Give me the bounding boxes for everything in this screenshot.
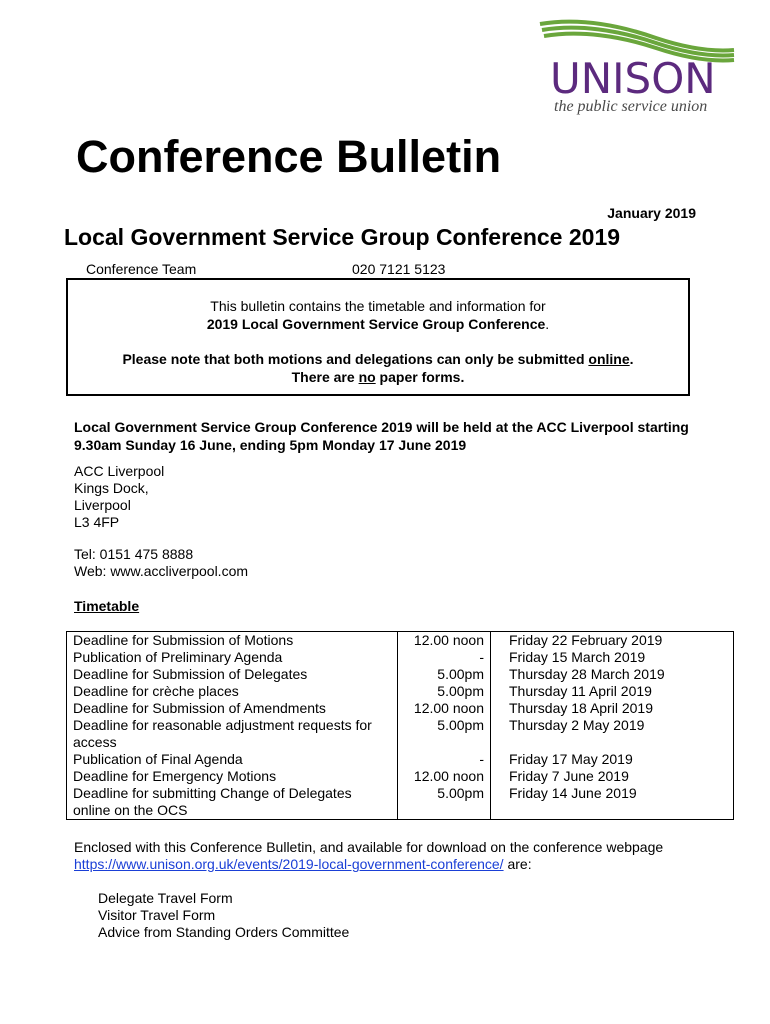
notice-online: online [588,351,630,367]
address-line: L3 4FP [74,514,120,530]
table-row [67,649,734,666]
bulletin-date: January 2019 [607,205,696,221]
list-item: Advice from Standing Orders Committee [98,924,350,940]
notice-line-4-b: paper forms. [375,369,465,385]
timetable-date: Friday 7 June 2019 [509,768,629,784]
timetable-heading: Timetable [74,598,140,614]
timetable-date: Friday 15 March 2019 [509,649,646,665]
timetable-time: 12.00 noon [398,768,491,785]
notice-line-3 [68,350,688,368]
table-row [67,768,734,785]
timetable-item: Publication of Preliminary Agenda [67,649,398,666]
table-row [67,785,734,820]
notice-line-3-b: . [629,351,634,367]
venue-web: Web: www.accliverpool.com [74,563,249,579]
timetable-date: Friday 14 June 2019 [509,785,637,801]
table-row [67,683,734,700]
timetable-time: 5.00pm [398,785,491,820]
enclosed-forms-list [98,890,349,941]
timetable-item: Deadline for Emergency Motions [67,768,398,785]
enclosed-text [74,839,714,873]
unison-logo [536,16,742,116]
address-line: Liverpool [74,497,131,513]
timetable-time: 5.00pm [398,683,491,700]
notice-no: no [358,369,376,385]
notice-box [66,278,690,396]
list-item: Delegate Travel Form [98,890,233,906]
timetable-item: Deadline for crèche places [67,683,398,700]
timetable-item: Deadline for Submission of Motions [67,632,398,650]
list-item: Visitor Travel Form [98,907,216,923]
timetable-item: Publication of Final Agenda [67,751,398,768]
notice-line-4 [68,368,688,386]
enclosed-text-a: Enclosed with this Conference Bulletin, and available for download on the conference webpage [74,839,664,855]
timetable-time: 5.00pm [398,666,491,683]
table-row [67,666,734,683]
enclosed-text-b: are: [503,856,532,872]
timetable-time: 12.00 noon [398,700,491,717]
timetable-date: Thursday 18 April 2019 [509,700,653,716]
timetable-date: Friday 22 February 2019 [509,632,663,648]
logo-tagline: the public service union [554,98,708,115]
timetable-time: - [398,649,491,666]
venue-held-text: Local Government Service Group Conference 2019 will be held at the ACC Liverpool starting 9.30am Sunday 16 June, ending 5pm Monday 17 June 2019 [74,419,689,453]
venue-tel: Tel: 0151 475 8888 [74,546,194,562]
conference-webpage-link[interactable]: https://www.unison.org.uk/events/2019-local-government-conference/ [74,856,504,872]
conference-team-label: Conference Team [86,261,197,277]
venue-contact [74,546,248,580]
conference-team-phone: 020 7121 5123 [352,261,446,277]
timetable-date: Thursday 2 May 2019 [509,717,645,733]
table-row [67,700,734,717]
notice-line-2-end: . [545,316,550,332]
notice-line-4-a: There are [291,369,359,385]
timetable-item: Deadline for Submission of Amendments [67,700,398,717]
venue-address [74,463,164,531]
timetable-time: 12.00 noon [398,632,491,650]
notice-conference-name: 2019 Local Government Service Group Conference [206,316,546,332]
timetable-item: Deadline for reasonable adjustment requests for access [67,717,398,751]
address-line: Kings Dock, [74,480,149,496]
timetable-date: Thursday 11 April 2019 [509,683,652,699]
table-row [67,717,734,751]
timetable-item: Deadline for Submission of Delegates [67,666,398,683]
page-title: Conference Bulletin [76,131,502,182]
notice-line-3-a: Please note that both motions and delegations can only be submitted [122,351,589,367]
timetable-time: 5.00pm [398,717,491,751]
timetable-date: Thursday 28 March 2019 [509,666,665,682]
notice-line-2 [68,315,688,333]
notice-line-1: This bulletin contains the timetable and information for [210,298,546,314]
page-subtitle: Local Government Service Group Conference 2019 [64,224,621,250]
logo-wordmark: UNISON [550,54,716,103]
timetable-date: Friday 17 May 2019 [509,751,633,767]
timetable-table [66,631,734,820]
timetable-time: - [398,751,491,768]
address-line: ACC Liverpool [74,463,165,479]
timetable-item: Deadline for submitting Change of Delegates online on the OCS [67,785,398,820]
table-row [67,632,734,650]
table-row [67,751,734,768]
